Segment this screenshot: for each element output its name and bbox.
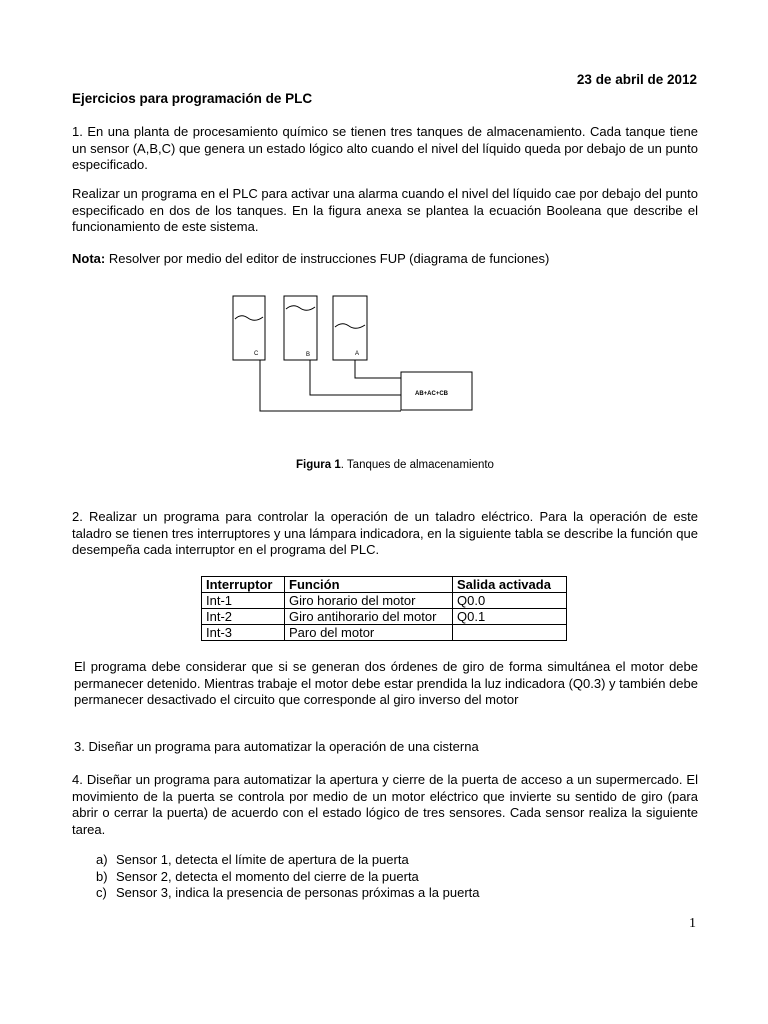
logic-box-label: AB+AC+CB	[415, 391, 449, 397]
tank-a	[333, 296, 367, 360]
figure-caption-text: . Tanques de almacenamiento	[340, 459, 494, 471]
figure-caption	[296, 459, 494, 471]
list-marker: c)	[96, 885, 107, 900]
table-cell	[453, 625, 567, 641]
list-marker: b)	[96, 868, 108, 884]
table-header: Interruptor	[202, 577, 285, 593]
document-title: Ejercicios para programación de PLC	[72, 91, 313, 106]
figure-caption-label: Figura 1	[296, 459, 341, 471]
tank-label-a: A	[355, 351, 360, 357]
tank-label-b: B	[306, 352, 311, 358]
exercise-2-intro: 2. Realizar un programa para controlar la operación de un taladro eléctrico. Para la operación de este taladro se tienen tres interruptores y una lámpara indicadora, en la siguiente tabla se describe la función que desempeña cada interruptor en el programa del PLC.	[72, 509, 698, 557]
sensor-list	[96, 852, 480, 902]
exercise-1-intro: 1. En una planta de procesamiento químico se tienen tres tanques de almacenamiento. Cada tanque tiene un sensor (A,B,C) que genera un estado lógico alto cuando el nivel del líquido queda por debajo de un punto especificado.	[72, 124, 698, 172]
list-marker: a)	[96, 852, 108, 867]
document-date: 23 de abril de 2012	[576, 72, 697, 87]
table-cell: Giro horario del motor	[285, 593, 453, 609]
table-row	[202, 593, 567, 609]
table-header: Función	[285, 577, 453, 593]
tank-label-c: C	[254, 351, 259, 357]
list-item	[96, 885, 480, 902]
list-item-text: Sensor 2, detecta el momento del cierre de la puerta	[116, 868, 419, 884]
list-item-text: Sensor 3, indica la presencia de personas próximas a la puerta	[116, 885, 480, 900]
wire-a	[355, 360, 401, 378]
table-cell: Int-3	[202, 625, 285, 641]
list-item	[96, 852, 480, 869]
wire-c	[260, 360, 401, 411]
note-text: Resolver por medio del editor de instrucciones FUP (diagrama de funciones)	[105, 251, 550, 266]
list-item	[96, 869, 480, 886]
table-cell: Paro del motor	[285, 625, 453, 641]
table-cell: Giro antihorario del motor	[285, 609, 453, 625]
liquid-level-a	[335, 324, 365, 329]
tank-b	[284, 296, 317, 360]
table-header-row	[202, 577, 567, 593]
exercise-4-intro: 4. Diseñar un programa para automatizar la apertura y cierre de la puerta de acceso a un supermercado. El movimiento de la puerta se controla por medio de un motor eléctrico que invierte su sentido de giro (para abrir o cerrar la puerta) de acuerdo con el estado lógico de tres sensores. Cada sensor realiza la siguiente tarea.	[72, 772, 698, 837]
table-row	[202, 625, 567, 641]
exercise-3: 3. Diseñar un programa para automatizar la operación de una cisterna	[74, 739, 479, 754]
table-cell: Int-1	[202, 593, 285, 609]
liquid-level-b	[286, 306, 315, 311]
tank-diagram	[226, 290, 476, 415]
switch-function-table	[201, 576, 567, 641]
table-cell: Q0.1	[453, 609, 567, 625]
exercise-1-task: Realizar un programa en el PLC para activar una alarma cuando el nivel del líquido cae por debajo del punto especificado en dos de los tanques. En la figura anexa se plantea la ecuación Booleana que describe el funcionamiento de este sistema.	[72, 186, 698, 234]
note-label: Nota:	[72, 251, 106, 266]
liquid-level-c	[235, 316, 263, 321]
table-cell: Q0.0	[453, 593, 567, 609]
exercise-2-details: El programa debe considerar que si se generan dos órdenes de giro de forma simultánea el motor debe permanecer detenido. Mientras trabaje el motor debe estar prendida la luz indicadora (Q0.3) y también debe permanecer desactivado el circuito que corresponde al giro inverso del motor	[74, 659, 698, 707]
table-row	[202, 609, 567, 625]
list-item-text: Sensor 1, detecta el límite de apertura de la puerta	[116, 852, 409, 867]
table-cell: Int-2	[202, 609, 285, 625]
exercise-1-note	[72, 251, 698, 268]
tank-c	[233, 296, 265, 360]
page-number: 1	[689, 916, 696, 931]
table-header: Salida activada	[453, 577, 567, 593]
